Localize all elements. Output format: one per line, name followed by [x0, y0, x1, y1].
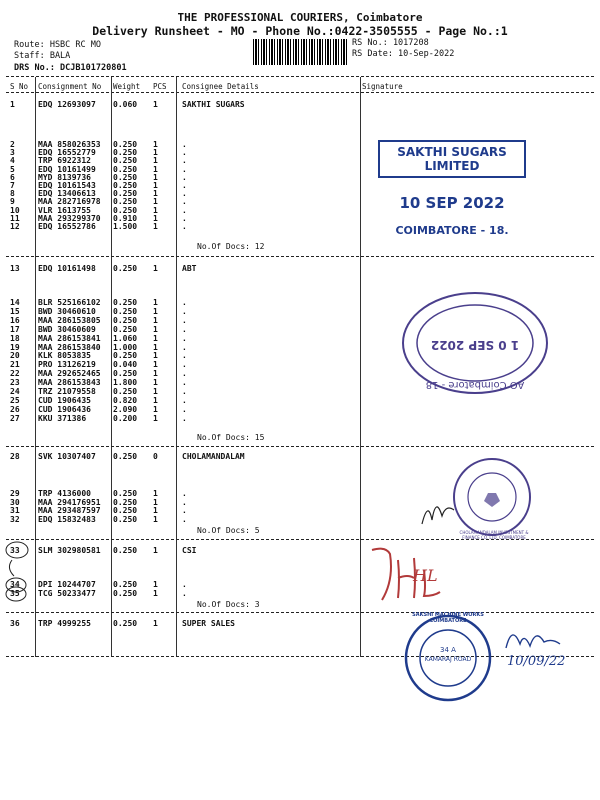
- table-row: 24 TRZ 21079558 0.250 1 .: [10, 387, 187, 396]
- table-row: 31 MAA 293487597 0.250 1 .: [10, 506, 187, 516]
- route-label: Route: HSBC RC MO: [14, 40, 101, 50]
- runsheet-subtitle: Delivery Runsheet - MO - Phone No.:0422-3505555 - Page No.:1: [92, 24, 508, 38]
- sakthi-stamp: [378, 140, 526, 238]
- consignee-name: SUPER SALES: [182, 619, 235, 628]
- table-row: 9 MAA 282716978 0.250 1 .: [10, 197, 187, 207]
- table-row: 13 EDQ 10161498 0.250 1 ABT: [10, 264, 197, 273]
- machine-works-ring: SAKSHI MACHINE WORKS COIMBATORE: [412, 612, 484, 624]
- consignee-name: CHOLAMANDALAM: [182, 452, 245, 461]
- barcode: [253, 39, 348, 65]
- table-row: 28 SVK 10307407 0.250 0 CHOLAMANDALAM: [10, 452, 245, 461]
- table-row: 15 BWD 30460610 0.250 1 .: [10, 306, 187, 316]
- rs-date: RS Date: 10-Sep-2022: [352, 49, 455, 59]
- table-row: 30 MAA 294176951 0.250 1 .: [10, 497, 187, 507]
- table-row: 10 VLR 1613755 0.250 1 .: [10, 205, 187, 215]
- machine-works-center1: 34 A: [440, 646, 456, 654]
- doc-count: No.Of Docs: 15: [197, 433, 265, 442]
- csi-hand-text: HL: [413, 566, 438, 585]
- col-details: Consignee Details: [182, 82, 259, 91]
- table-row: 2 MAA 858026353 0.250 1 .: [10, 140, 187, 149]
- rs-number: RS No.: 1017208: [352, 38, 429, 48]
- doc-count: No.Of Docs: 12: [197, 242, 265, 251]
- table-row: 35 TCG 50233477 0.250 1 .: [10, 588, 187, 598]
- consignee-name: SAKTHI SUGARS: [182, 100, 245, 109]
- sakthi-stamp-name: SAKTHI SUGARS LIMITED: [378, 140, 526, 178]
- table-row: 25 CUD 1906435 0.820 1 .: [10, 395, 187, 405]
- chola-seal: [450, 455, 535, 540]
- table-row: 8 EDQ 13406613 0.250 1 .: [10, 189, 187, 199]
- table-row: 14 BLR 525166102 0.250 1 .: [10, 298, 187, 307]
- table-row: 32 EDQ 15832483 0.250 1 .: [10, 515, 187, 525]
- chola-seal-text: CHOLAMANDALAM INVESTMENT & FINANCE CO. LTD. COIMBATORE: [459, 530, 529, 540]
- final-date: 10/09/22: [507, 654, 566, 669]
- col-consignment: Consignment No: [38, 82, 102, 91]
- table-row: 19 MAA 286153840 1.000 1 .: [10, 342, 187, 352]
- ao-stamp: [400, 288, 550, 398]
- col-weight: Weight: [113, 82, 141, 91]
- table-row: 1 EDQ 12693097 0.060 1 SAKTHI SUGARS: [10, 100, 245, 109]
- doc-count: No.Of Docs: 5: [197, 526, 260, 535]
- table-row: 36 TRP 4999255 0.250 1 SUPER SALES: [10, 619, 235, 628]
- table-row: 12 EDQ 16552786 1.500 1 .: [10, 222, 187, 231]
- ao-stamp-top: AO Coimbatore - 18: [425, 379, 525, 390]
- table-row: 16 MAA 286153805 0.250 1 .: [10, 315, 187, 325]
- table-row: 20 KLK 8053835 0.250 1 .: [10, 351, 187, 361]
- staff-label: Staff: BALA: [14, 51, 71, 61]
- table-row: 23 MAA 286153843 1.800 1 .: [10, 378, 187, 388]
- chola-signature: [418, 490, 458, 530]
- table-row: 6 MYD 8139736 0.250 1 .: [10, 172, 187, 182]
- company-title: THE PROFESSIONAL COURIERS, Coimbatore: [177, 11, 423, 24]
- consignee-name: ABT: [182, 264, 197, 273]
- table-row: 22 MAA 292652465 0.250 1 .: [10, 369, 187, 379]
- divider: [6, 76, 594, 77]
- table-row: 34 DPI 10244707 0.250 1 .: [10, 580, 187, 589]
- table-row: 3 EDQ 16552779 0.250 1 .: [10, 148, 187, 158]
- column-header: [0, 82, 600, 91]
- table-row: 17 BWD 30460609 0.250 1 .: [10, 324, 187, 334]
- col-signature: Signature: [362, 82, 403, 91]
- table-row: 11 MAA 293299370 0.910 1 .: [10, 213, 187, 223]
- drs-number: DRS No.: DCJB101720801: [14, 63, 127, 73]
- divider: [6, 612, 594, 613]
- table-row: 29 TRP 4136000 0.250 1 .: [10, 489, 187, 498]
- table-row: 27 KKU 371386 0.200 1 .: [10, 413, 187, 423]
- table-row: 33 SLM 302980581 0.250 1 CSI: [10, 546, 197, 555]
- table-row: 18 MAA 286153841 1.060 1 .: [10, 333, 187, 343]
- table-row: 5 EDQ 10161499 0.250 1 .: [10, 164, 187, 174]
- table-row: 26 CUD 1906436 2.090 1 .: [10, 404, 187, 414]
- sakthi-stamp-date: 10 SEP 2022: [399, 194, 505, 212]
- table-row: 4 TRP 6922312 0.250 1 .: [10, 156, 187, 166]
- consignee-name: CSI: [182, 546, 197, 555]
- doc-count: No.Of Docs: 3: [197, 600, 260, 609]
- ao-stamp-date: 1 0 SEP 2022: [430, 338, 520, 352]
- machine-works-center2: KAMARAJ ROAD: [424, 656, 472, 663]
- table-row: 7 EDQ 10161543 0.250 1 .: [10, 181, 187, 190]
- divider: [6, 256, 594, 257]
- col-pcs: PCS: [153, 82, 167, 91]
- hand-circles: [2, 538, 32, 608]
- table-row: 21 PRO 13126219 0.040 1 .: [10, 360, 187, 370]
- divider: [6, 446, 594, 447]
- col-sno: S No: [10, 82, 29, 91]
- divider: [6, 92, 594, 93]
- sakthi-stamp-city: COIMBATORE - 18.: [395, 224, 509, 237]
